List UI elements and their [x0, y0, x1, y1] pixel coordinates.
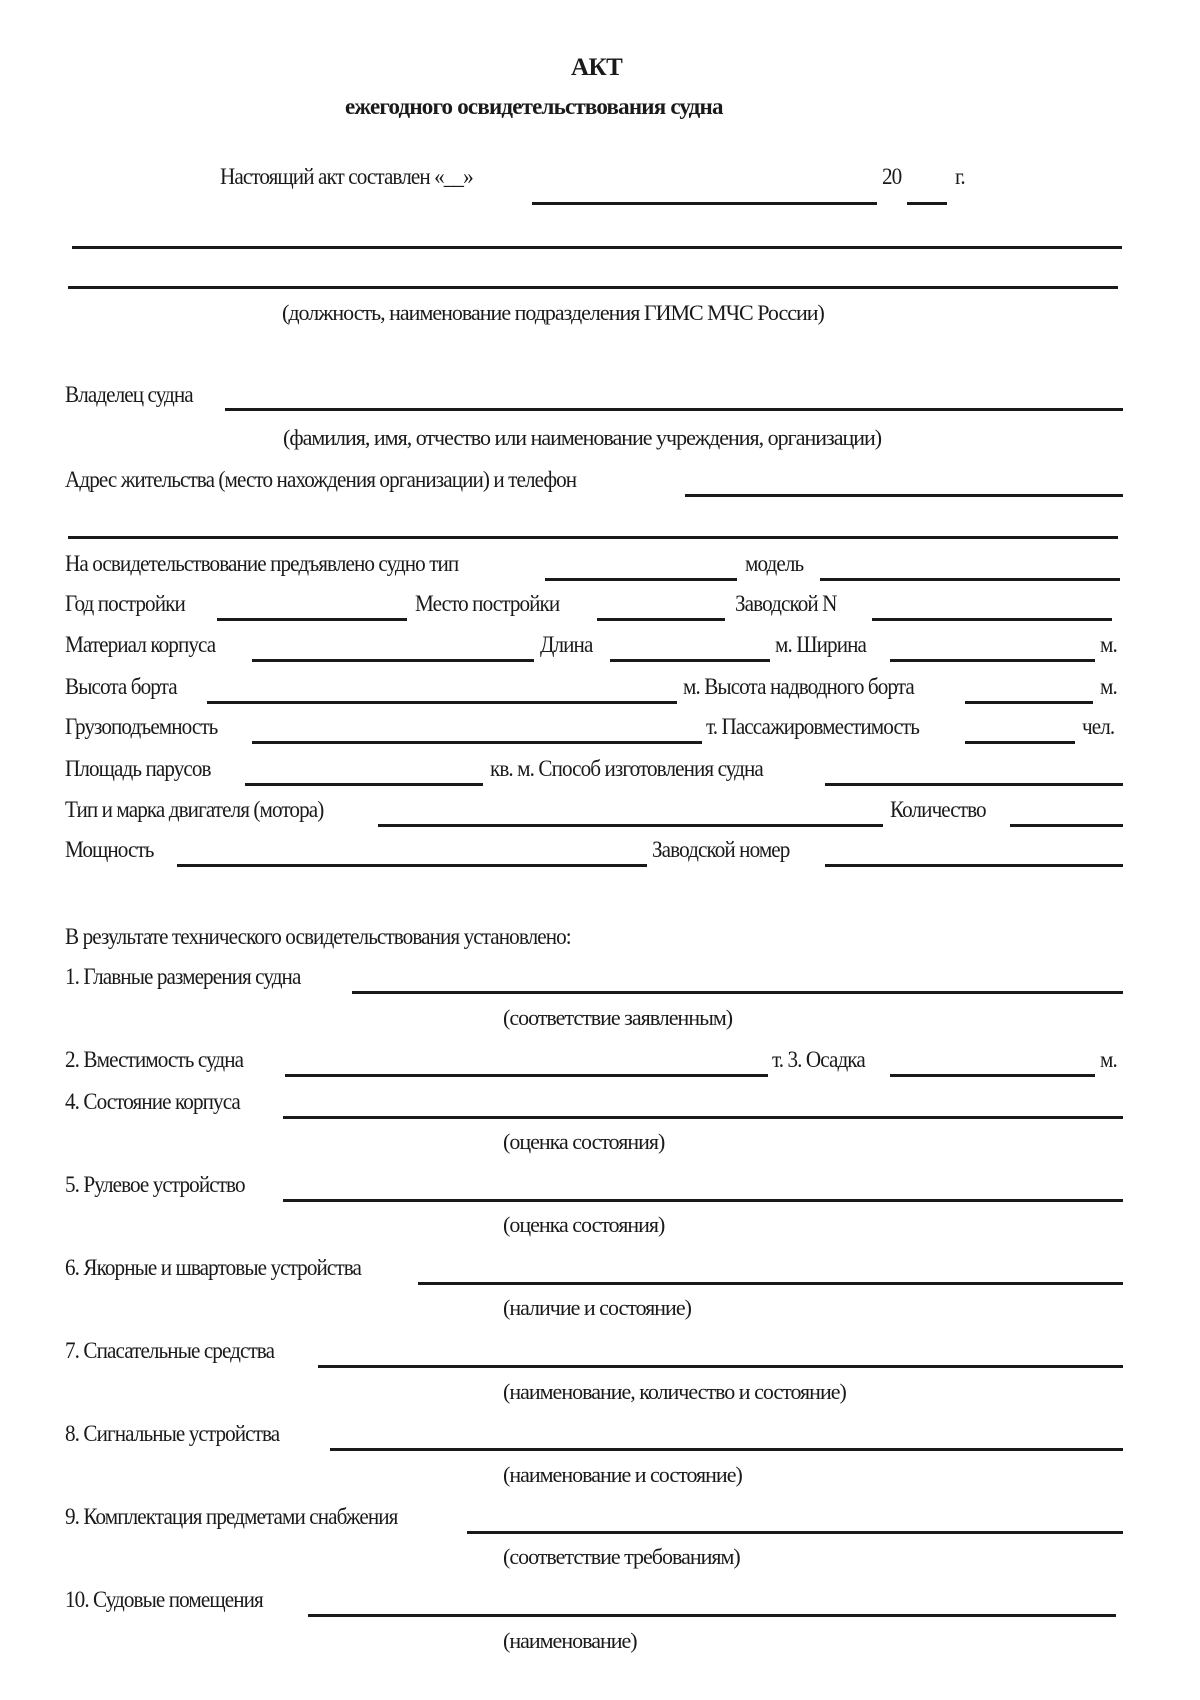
sail-area-field[interactable]: [245, 757, 483, 786]
hull-material-label: Материал корпуса: [65, 632, 216, 657]
board-height-label: Высота борта: [65, 674, 177, 699]
width-unit: м.: [1100, 632, 1117, 657]
length-label: Длина: [540, 632, 593, 657]
inspector-line-2[interactable]: [68, 260, 1118, 289]
result-item-caption: (оценка состояния): [503, 1212, 665, 1237]
result-item-label: 1. Главные размерения судна: [65, 964, 301, 989]
hull-condition-field[interactable]: [283, 1090, 1123, 1119]
freeboard-label: м. Высота надводного борта: [683, 674, 914, 699]
freeboard-field[interactable]: [965, 675, 1093, 704]
power-label: Мощность: [65, 837, 154, 862]
engine-no-field[interactable]: [825, 838, 1123, 867]
result-item-label: 9. Комплектация предметами снабжения: [65, 1504, 398, 1529]
capacity-label: Грузоподъемность: [65, 714, 218, 739]
place-built-label: Место постройки: [415, 591, 560, 616]
draft-field[interactable]: [890, 1048, 1095, 1077]
board-height-field[interactable]: [207, 675, 677, 704]
year-built-field[interactable]: [217, 592, 407, 621]
factory-no-field[interactable]: [872, 592, 1112, 621]
ship-rooms-field[interactable]: [308, 1588, 1116, 1617]
freeboard-unit: м.: [1100, 674, 1117, 699]
owner-label: Владелец судна: [65, 382, 193, 407]
engine-no-label: Заводской номер: [652, 837, 790, 862]
length-field[interactable]: [610, 633, 770, 662]
model-field[interactable]: [820, 552, 1120, 581]
year-suffix: г.: [955, 164, 965, 189]
result-item-caption: (наличие и состояние): [503, 1295, 691, 1320]
lifesaving-field[interactable]: [318, 1339, 1123, 1368]
vessel-type-field[interactable]: [545, 552, 737, 581]
address-field[interactable]: [685, 468, 1123, 497]
signal-devices-field[interactable]: [330, 1422, 1123, 1451]
manufacture-field[interactable]: [825, 757, 1123, 786]
address-field-2[interactable]: [68, 510, 1118, 539]
result-item-label: 8. Сигнальные устройства: [65, 1421, 280, 1446]
inspector-caption: (должность, наименование подразделения ГИМС МЧС России): [282, 300, 824, 325]
tonnage-field[interactable]: [285, 1048, 768, 1077]
draft-unit: м.: [1100, 1047, 1117, 1072]
results-intro: В результате технического освидетельствования установлено:: [65, 924, 571, 949]
capacity-field[interactable]: [252, 715, 702, 744]
year-prefix: 20: [882, 164, 902, 189]
engine-field[interactable]: [378, 798, 883, 827]
equipment-field[interactable]: [467, 1505, 1123, 1534]
address-label: Адрес жительства (место нахождения организации) и телефон: [65, 467, 577, 492]
manufacture-label: кв. м. Способ изготовления судна: [490, 756, 763, 781]
width-field[interactable]: [890, 633, 1095, 662]
vessel-type-label: На освидетельствование предъявлено судно тип: [65, 551, 459, 576]
document-subtitle: ежегодного освидетельствования судна: [345, 94, 723, 119]
passengers-unit: чел.: [1082, 714, 1115, 739]
result-item-label: 6. Якорные и швартовые устройства: [65, 1255, 361, 1280]
result-item-caption: (соответствие требованиям): [503, 1544, 740, 1569]
main-dimensions-field[interactable]: [352, 965, 1123, 994]
power-field[interactable]: [177, 838, 647, 867]
passengers-label: т. Пассажировместимость: [706, 714, 919, 739]
composed-date-field[interactable]: [532, 176, 877, 205]
draft-label: т. 3. Осадка: [772, 1047, 865, 1072]
anchor-mooring-field[interactable]: [418, 1256, 1123, 1285]
inspector-line-1[interactable]: [72, 220, 1122, 249]
result-item-caption: (наименование, количество и состояние): [503, 1379, 846, 1404]
result-item-label: 2. Вместимость судна: [65, 1047, 244, 1072]
passengers-field[interactable]: [965, 715, 1075, 744]
owner-caption: (фамилия, имя, отчество или наименование учреждения, организации): [283, 425, 882, 450]
result-item-label: 5. Рулевое устройство: [65, 1172, 245, 1197]
engine-label: Тип и марка двигателя (мотора): [65, 797, 324, 822]
result-item-label: 7. Спасательные средства: [65, 1338, 275, 1363]
result-item-caption: (наименование): [503, 1628, 637, 1653]
steering-field[interactable]: [283, 1173, 1123, 1202]
quantity-field[interactable]: [1010, 798, 1123, 827]
factory-no-label: Заводской N: [735, 591, 837, 616]
quantity-label: Количество: [890, 797, 986, 822]
document-title: АКТ: [571, 54, 623, 81]
sail-area-label: Площадь парусов: [65, 756, 211, 781]
result-item-label: 4. Состояние корпуса: [65, 1089, 240, 1114]
model-label: модель: [745, 551, 804, 576]
result-item-caption: (соответствие заявленным): [503, 1005, 733, 1030]
place-built-field[interactable]: [597, 592, 725, 621]
result-item-caption: (оценка состояния): [503, 1129, 665, 1154]
hull-material-field[interactable]: [252, 633, 534, 662]
year-built-label: Год постройки: [65, 591, 185, 616]
result-item-label: 10. Судовые помещения: [65, 1587, 263, 1612]
owner-field[interactable]: [225, 382, 1123, 411]
result-item-caption: (наименование и состояние): [503, 1462, 742, 1487]
width-label: м. Ширина: [775, 632, 866, 657]
year-field[interactable]: [907, 176, 947, 205]
composed-label: Настоящий акт составлен «__»: [220, 164, 473, 189]
